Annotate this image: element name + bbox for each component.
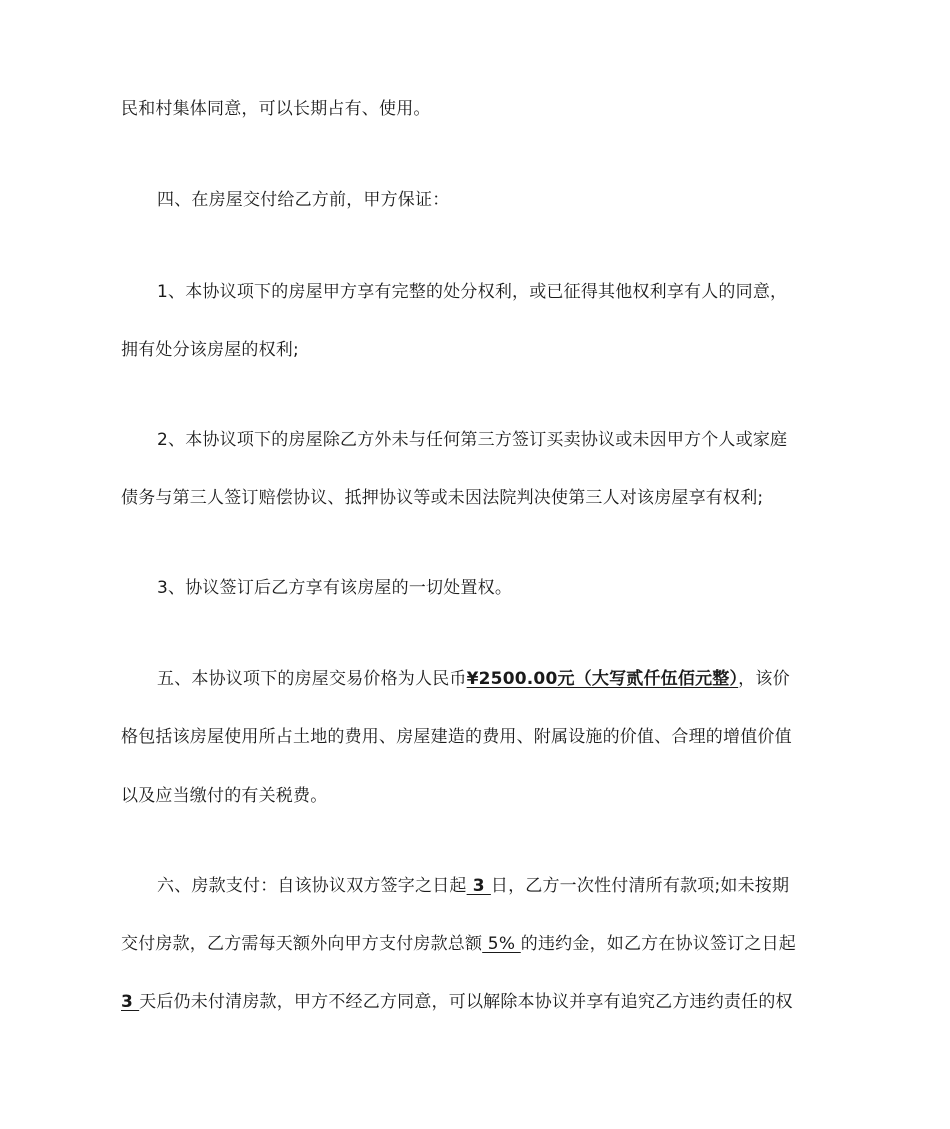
section-5-line: 格包括该房屋使用所占土地的费用、房屋建造的费用、附属设施的价值、合理的增值价值 — [121, 727, 792, 747]
section-6-text: 天后仍未付清房款，甲方不经乙方同意，可以解除本协议并享有追究乙方违约责任的权 — [139, 992, 793, 1012]
payment-days: 3 — [466, 876, 491, 896]
section-6-line — [157, 874, 789, 898]
section-heading-4: 四、在房屋交付给乙方前，甲方保证： — [157, 190, 450, 210]
paragraph-line: 民和村集体同意，可以长期占有、使用。 — [121, 99, 431, 119]
clause-2-line: 2、本协议项下的房屋除乙方外未与任何第三方签订买卖协议或未因甲方个人或家庭 — [157, 430, 788, 450]
section-6-text: 六、房款支付：自该协议双方签字之日起 — [157, 876, 467, 896]
clause-3-line: 3、协议签订后乙方享有该房屋的一切处置权。 — [157, 578, 513, 598]
price-amount: ¥2500.00元（大写贰仟伍佰元整） — [466, 669, 739, 689]
penalty-rate: 5% — [482, 934, 521, 954]
section-6-line — [121, 990, 793, 1014]
section-6-line — [121, 932, 796, 956]
grace-days: 3 — [121, 992, 140, 1012]
section-6-text: 交付房款，乙方需每天额外向甲方支付房款总额 — [121, 934, 483, 954]
clause-1-line: 拥有处分该房屋的权利; — [121, 340, 299, 360]
section-5-line: 以及应当缴付的有关税费。 — [121, 786, 328, 806]
clause-2-line: 债务与第三人签订赔偿协议、抵押协议等或未因法院判决使第三人对该房屋享有权利; — [121, 488, 764, 508]
section-5-line — [157, 667, 790, 691]
section-6-text: 的违约金，如乙方在协议签订之日起 — [520, 934, 796, 954]
section-5-text: 五、本协议项下的房屋交易价格为人民币 — [157, 669, 467, 689]
section-5-text: ，该价 — [738, 669, 790, 689]
section-6-text: 日，乙方一次性付清所有款项;如未按期 — [490, 876, 790, 896]
clause-1-line: 1、本协议项下的房屋甲方享有完整的处分权利，或已征得其他权利享有人的同意， — [157, 282, 788, 302]
